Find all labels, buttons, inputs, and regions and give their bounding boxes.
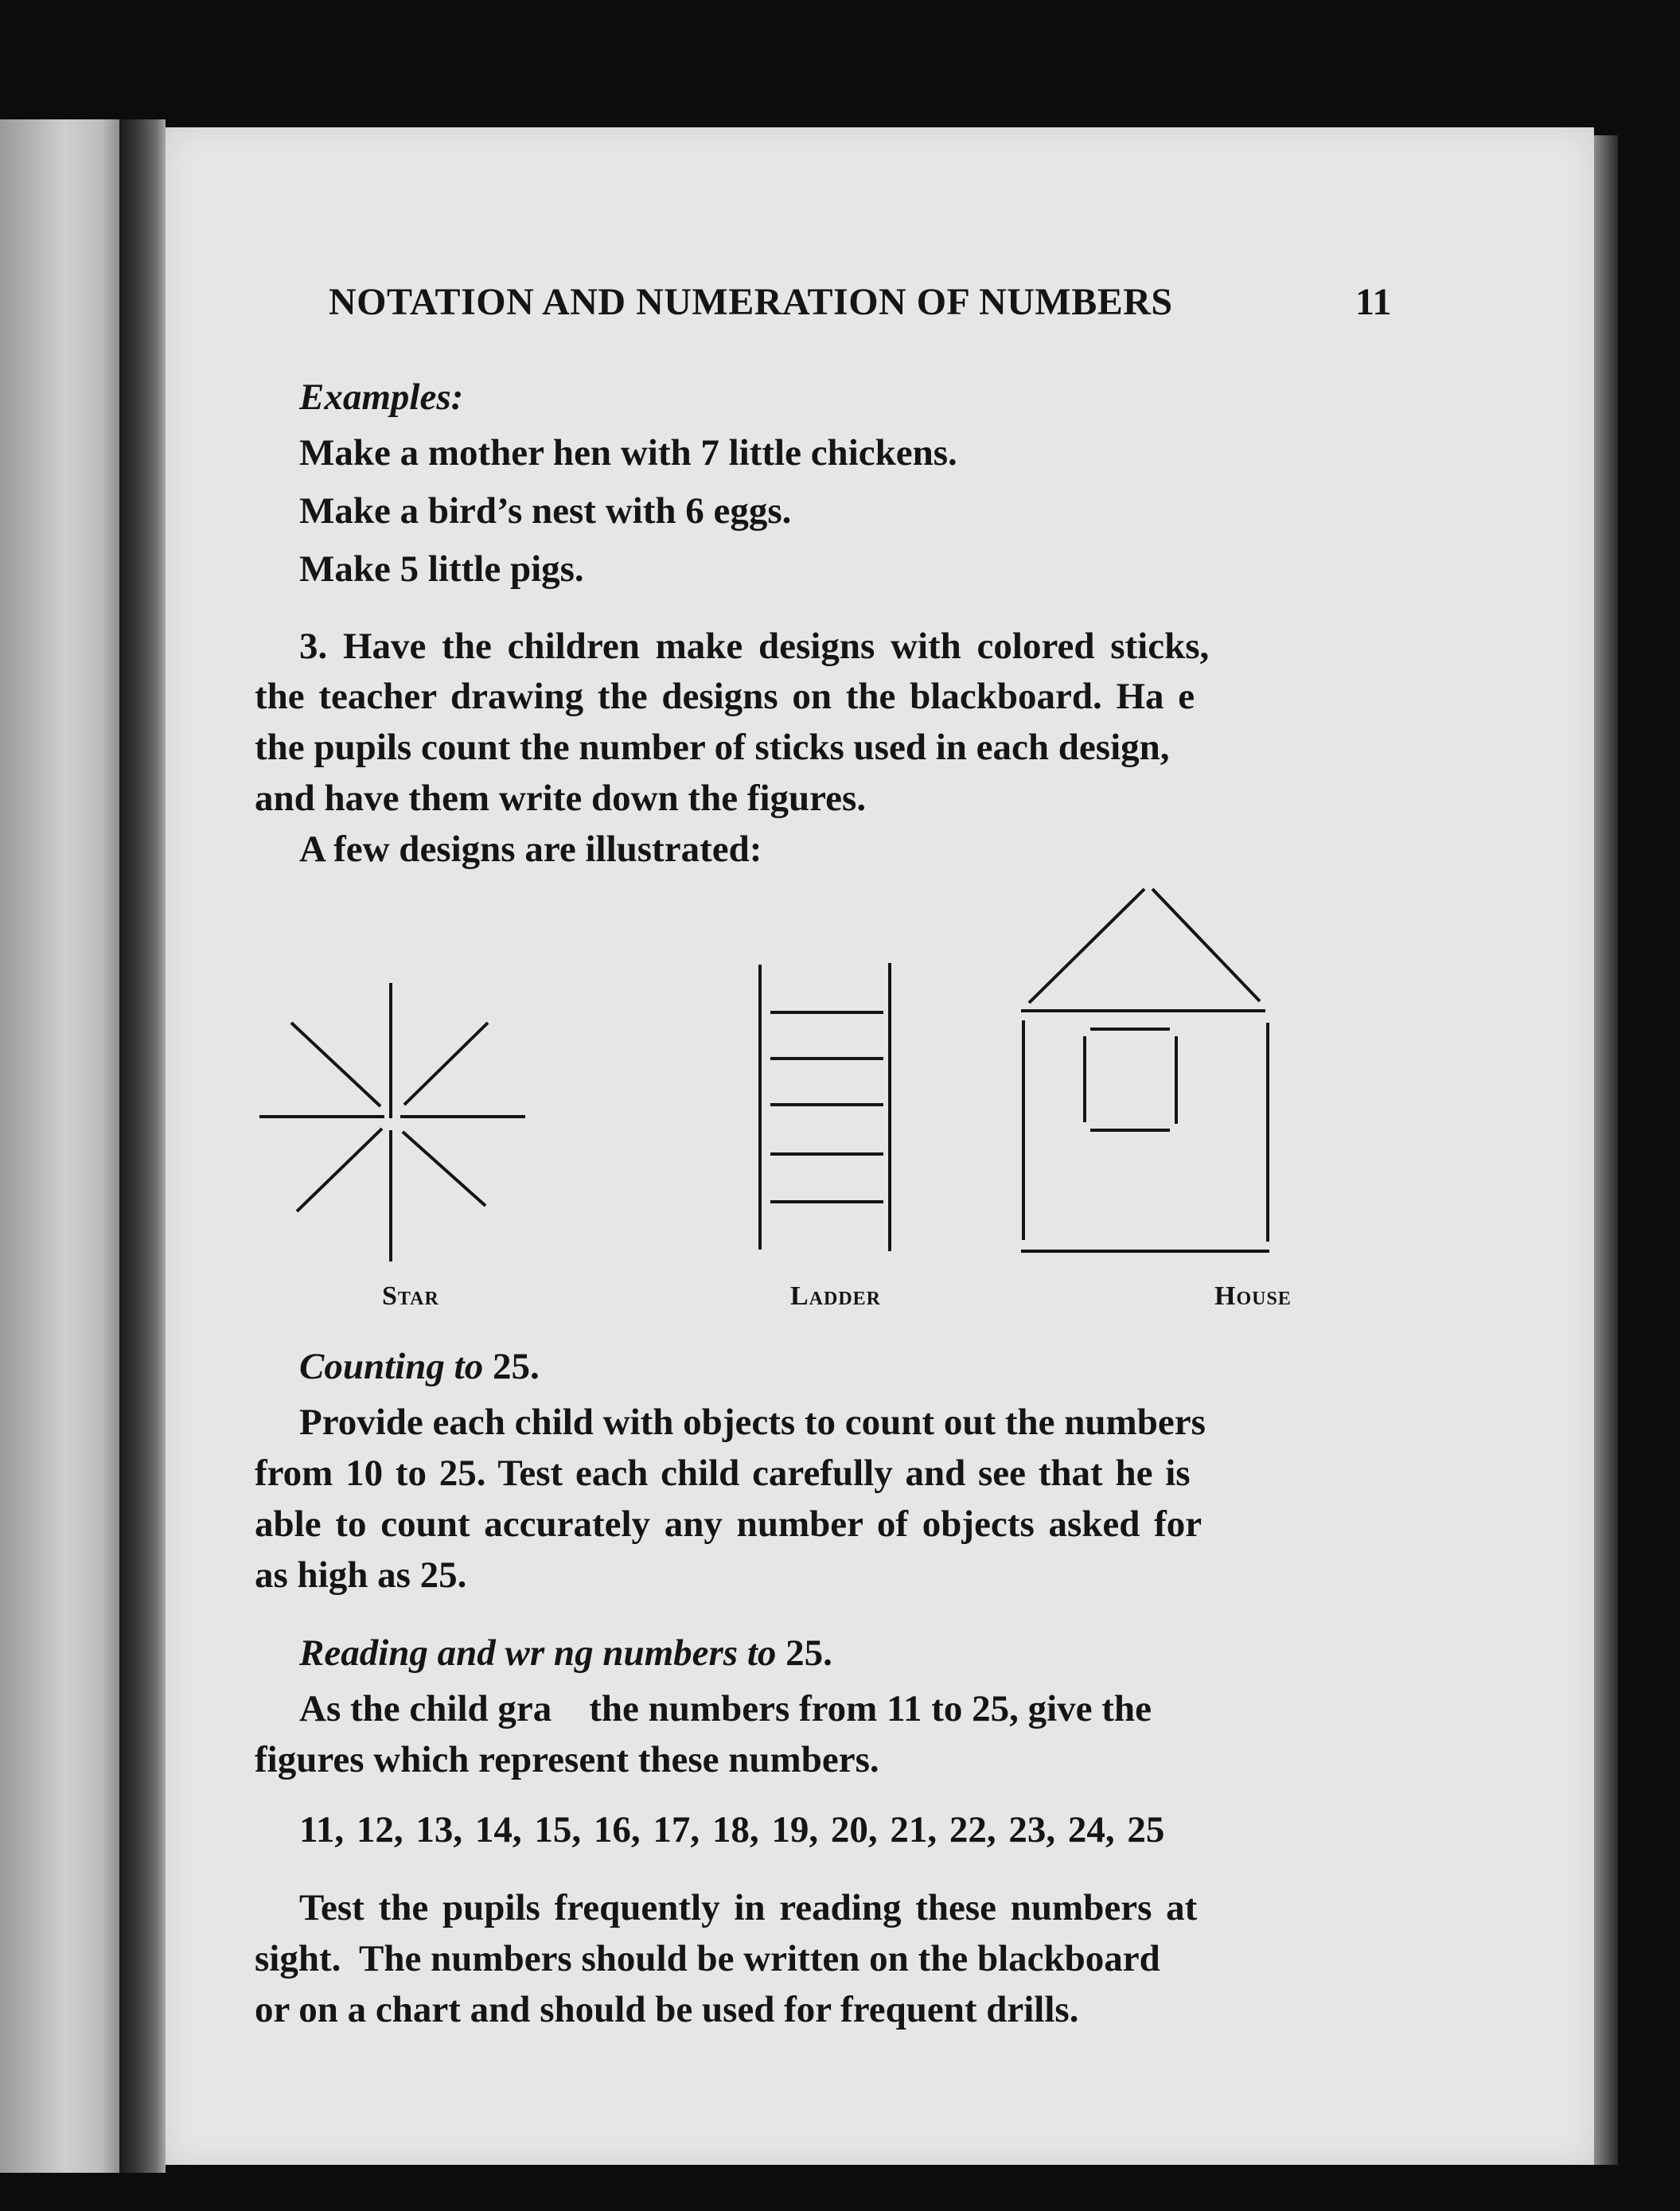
running-title: NOTATION AND NUMERATION OF NUMBERS bbox=[329, 281, 1173, 323]
star-stick bbox=[297, 1129, 382, 1211]
page-number: 11 bbox=[1355, 281, 1392, 323]
star-stick bbox=[404, 1023, 488, 1105]
reading-heading bbox=[299, 1632, 832, 1675]
counting-heading bbox=[299, 1345, 540, 1388]
example-line: Make 5 little pigs. bbox=[299, 548, 584, 590]
example-line: Make a bird’s nest with 6 eggs. bbox=[299, 490, 792, 532]
paragraph-line: from 10 to 25. Test each child carefully and see that he is bbox=[255, 1453, 1191, 1494]
book-gutter bbox=[119, 119, 166, 2173]
paragraph-line: and have them write down the figures. bbox=[255, 778, 867, 819]
paragraph-line: Provide each child with objects to count out the numbers bbox=[299, 1402, 1206, 1443]
left-page-edge bbox=[0, 119, 119, 2173]
right-page-edge bbox=[1594, 135, 1618, 2165]
star-stick bbox=[403, 1132, 485, 1206]
paragraph-line: the pupils count the number of sticks used in each design, bbox=[255, 727, 1170, 768]
counting-heading-number: 25. bbox=[492, 1346, 540, 1387]
house-roof-stick bbox=[1029, 889, 1144, 1003]
figures-intro: A few designs are illustrated: bbox=[299, 829, 762, 870]
figure-caption-star: Star bbox=[382, 1281, 439, 1311]
book-page bbox=[166, 127, 1594, 2165]
paragraph-line: Test the pupils frequently in reading these numbers at bbox=[299, 1887, 1198, 1928]
reading-heading-text: Reading and wr ng numbers to bbox=[299, 1632, 777, 1674]
examples-heading: Examples: bbox=[299, 376, 464, 418]
designs-illustration bbox=[166, 127, 1594, 2165]
figure-caption-house: House bbox=[1214, 1281, 1292, 1311]
paragraph-line: sight. The numbers should be written on the blackboard bbox=[255, 1938, 1160, 1979]
paragraph-line: 3. Have the children make designs with colored sticks, bbox=[299, 626, 1210, 667]
example-line: Make a mother hen with 7 little chickens. bbox=[299, 432, 957, 474]
ladder-figure bbox=[760, 963, 890, 1251]
paragraph-line: the teacher drawing the designs on the blackboard. Ha e bbox=[255, 676, 1195, 717]
star-stick bbox=[291, 1023, 380, 1106]
figure-caption-ladder: Ladder bbox=[790, 1281, 882, 1311]
paragraph-line: or on a chart and should be used for frequent drills. bbox=[255, 1989, 1079, 2030]
house-figure bbox=[1021, 889, 1269, 1251]
reading-heading-number: 25. bbox=[785, 1632, 832, 1674]
numbers-line: 11, 12, 13, 14, 15, 16, 17, 18, 19, 20, 21, 22, 23, 24, 25 bbox=[299, 1809, 1165, 1850]
paragraph-line: able to count accurately any number of objects asked for bbox=[255, 1503, 1203, 1545]
counting-heading-text: Counting to bbox=[299, 1346, 484, 1387]
paragraph-line: figures which represent these numbers. bbox=[255, 1739, 879, 1780]
paragraph-line: As the child gra the numbers from 11 to 25, give the bbox=[299, 1688, 1152, 1729]
house-roof-stick bbox=[1152, 889, 1260, 1001]
paragraph-line: as high as 25. bbox=[255, 1554, 467, 1596]
star-figure bbox=[259, 983, 525, 1261]
